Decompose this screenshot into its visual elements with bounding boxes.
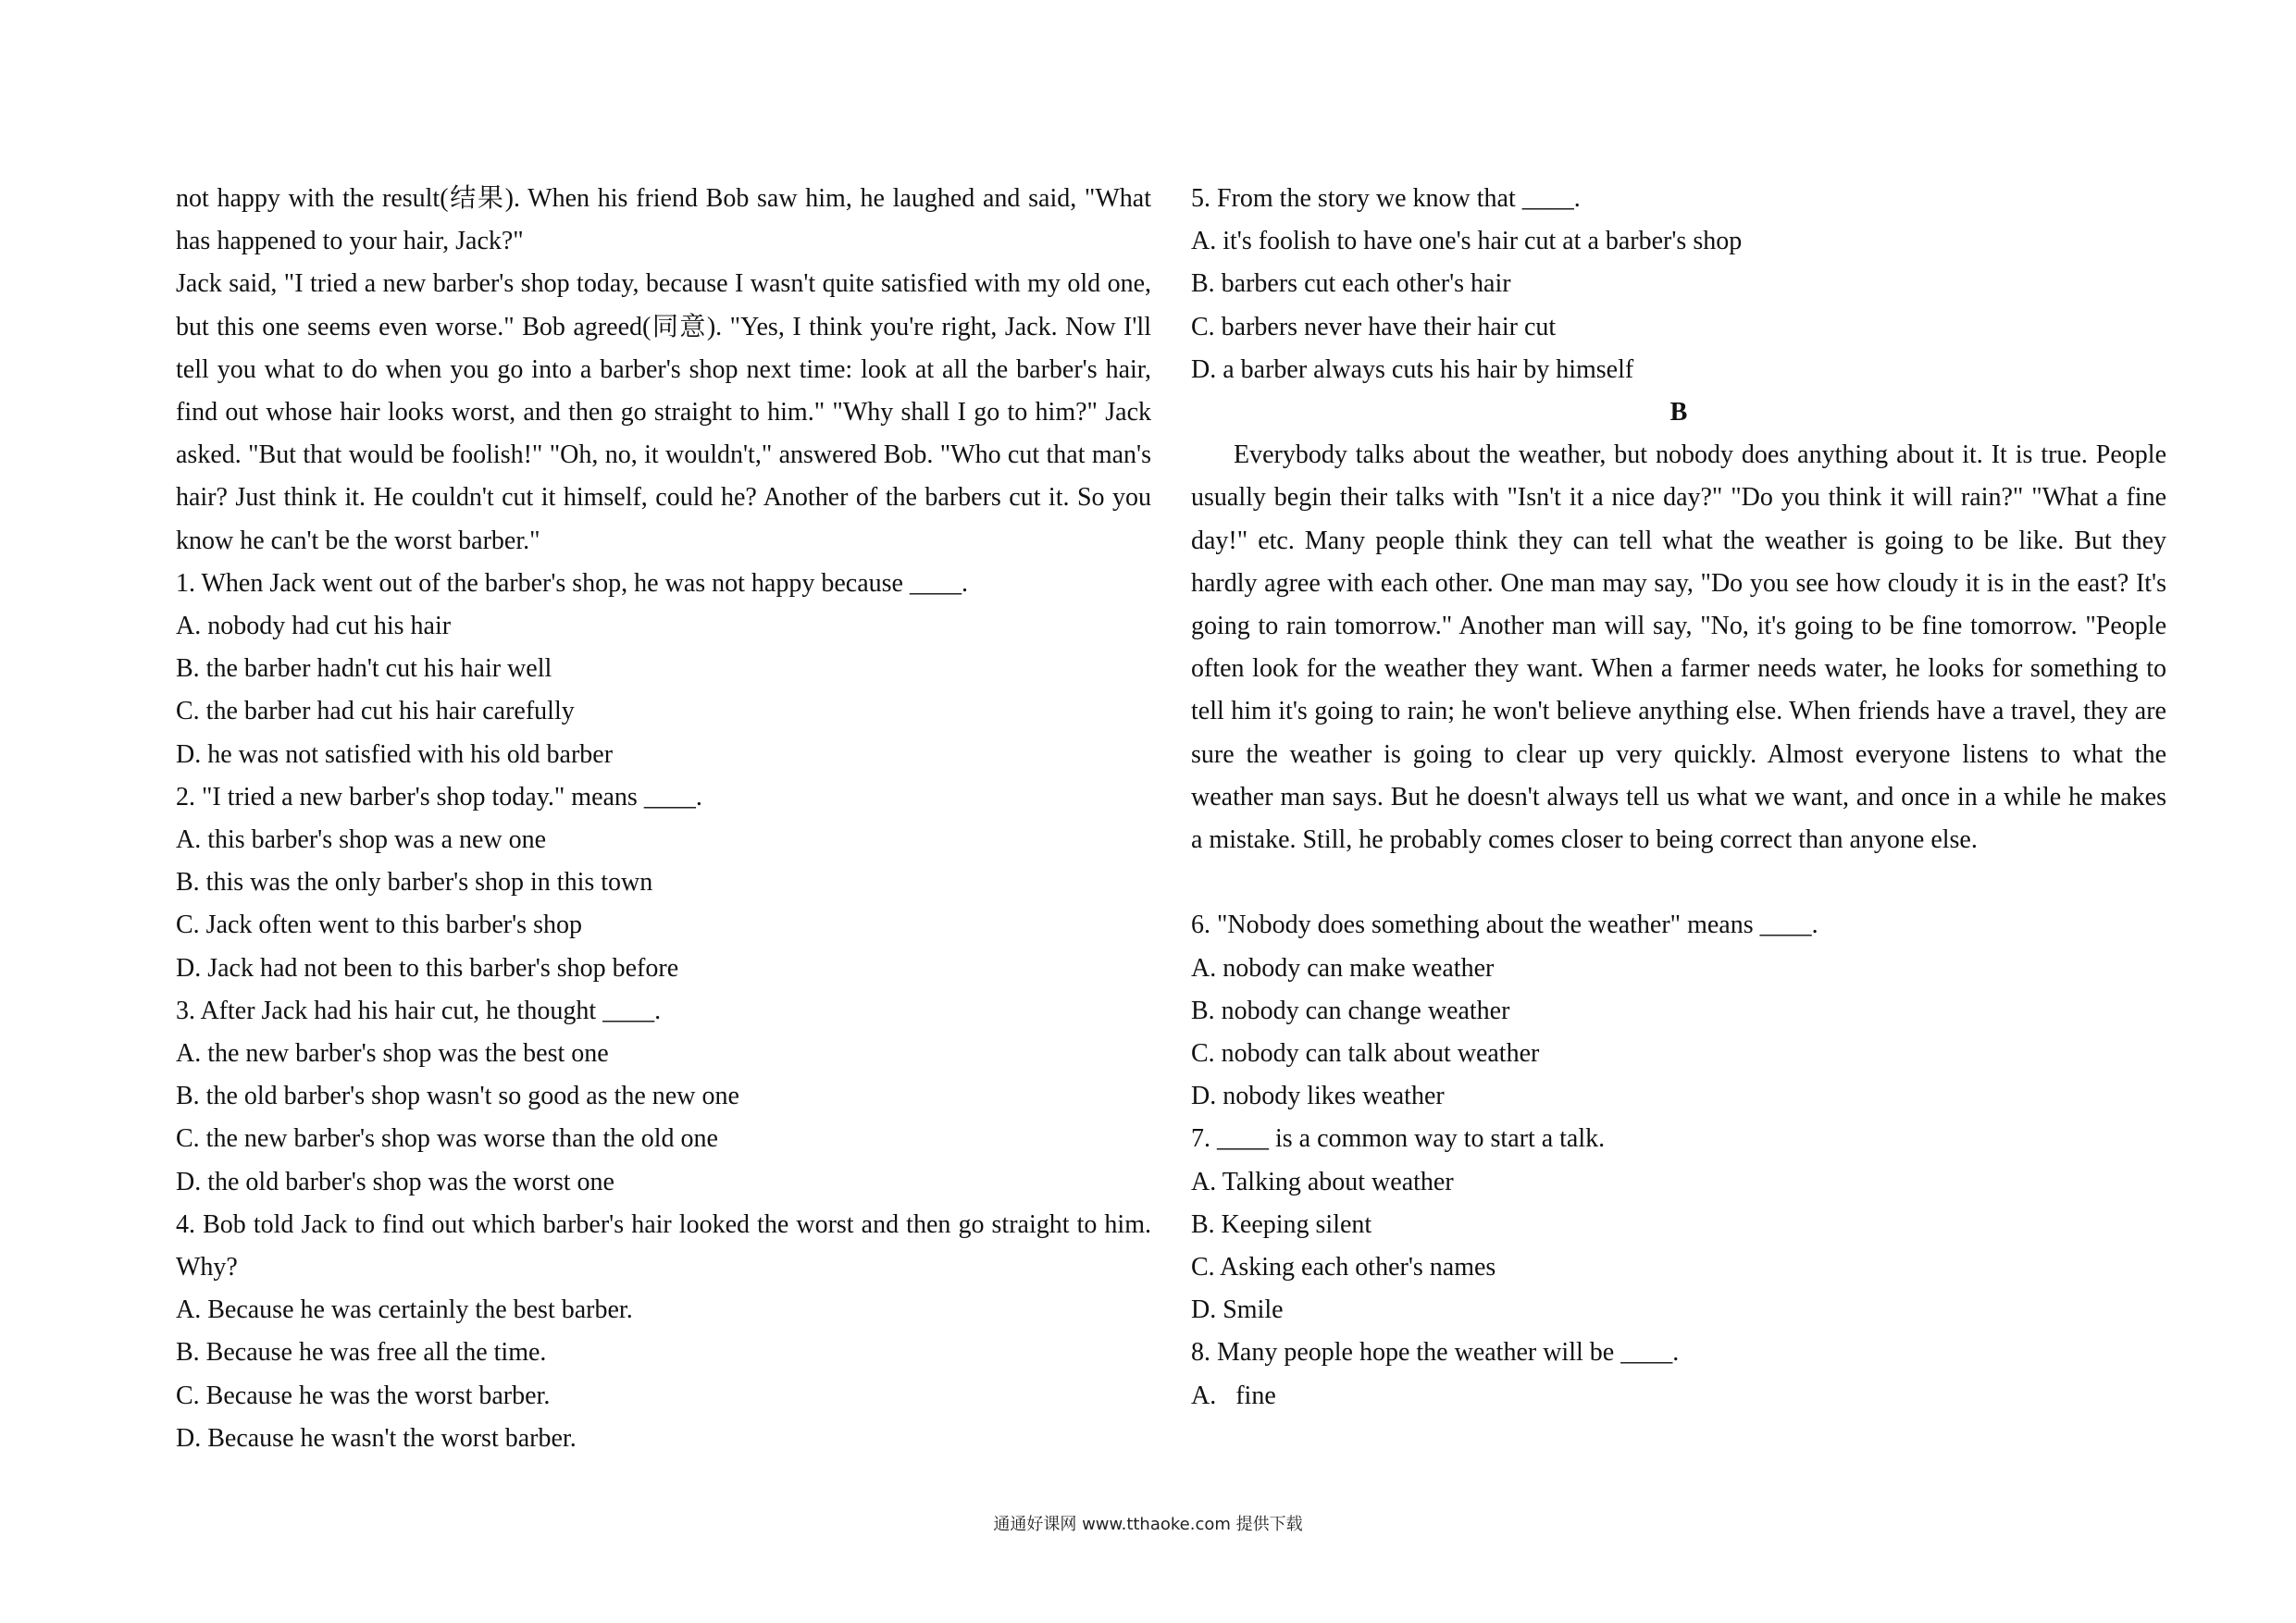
question-7: [1191, 1118, 2166, 1332]
question-3-stem: 3. After Jack had his hair cut, he thought ____.: [176, 996, 662, 1025]
question-1-option-a: A. nobody had cut his hair: [176, 612, 452, 641]
question-5-option-d: D. a barber always cuts his hair by himself: [1191, 354, 1634, 384]
question-1-option-b: B. the barber hadn't cut his hair well: [176, 654, 552, 684]
question-8-option-a: A. fine: [1191, 1381, 1276, 1410]
question-2-stem: 2. "I tried a new barber's shop today." means ____.: [176, 782, 702, 812]
passage-a-line-1: not happy with the result(结果). When his friend Bob saw him, he laughed and said, "What has happened to your hair, Jack?": [176, 184, 1151, 256]
question-1: [176, 563, 1151, 776]
question-8: [1191, 1332, 2166, 1417]
question-3-option-d: D. the old barber's shop was the worst one: [176, 1167, 614, 1196]
right-column: [1191, 178, 2166, 1418]
question-4-option-d: D. Because he wasn't the worst barber.: [176, 1423, 577, 1453]
question-7-option-c: C. Asking each other's names: [1191, 1253, 1496, 1282]
question-2-option-b: B. this was the only barber's shop in this town: [176, 868, 653, 898]
question-2-option-d: D. Jack had not been to this barber's shop before: [176, 953, 679, 983]
page-footer: 通通好课网 www.tthaoke.com 提供下载: [993, 1515, 1303, 1534]
question-6-stem: 6. "Nobody does something about the weather" means ____.: [1191, 911, 1818, 940]
question-6-option-a: A. nobody can make weather: [1191, 953, 1495, 983]
question-4: [176, 1204, 1151, 1460]
spacer: [1191, 861, 2166, 904]
question-1-option-c: C. the barber had cut his hair carefully: [176, 697, 575, 726]
question-3-option-c: C. the new barber's shop was worse than the old one: [176, 1124, 718, 1154]
question-7-option-d: D. Smile: [1191, 1295, 1284, 1325]
question-5-option-c: C. barbers never have their hair cut: [1191, 312, 1557, 341]
question-6-option-b: B. nobody can change weather: [1191, 996, 1510, 1025]
question-4-stem: 4. Bob told Jack to find out which barber's hair looked the worst and then go straight to him. Why?: [176, 1209, 1151, 1282]
question-1-stem: 1. When Jack went out of the barber's shop, he was not happy because ____.: [176, 568, 968, 598]
question-2-option-a: A. this barber's shop was a new one: [176, 825, 547, 855]
left-column: [176, 178, 1151, 1460]
question-3-option-b: B. the old barber's shop wasn't so good as the new one: [176, 1082, 739, 1111]
question-8-stem: 8. Many people hope the weather will be ____.: [1191, 1338, 1680, 1368]
question-7-option-a: A. Talking about weather: [1191, 1167, 1454, 1196]
question-3-option-a: A. the new barber's shop was the best one: [176, 1039, 609, 1069]
question-5-option-a: A. it's foolish to have one's hair cut at a barber's shop: [1191, 227, 1743, 256]
question-4-option-c: C. Because he was the worst barber.: [176, 1381, 551, 1410]
passage-a-line-2: Jack said, "I tried a new barber's shop today, because I wasn't quite satisfied with my old one, but this one seems even worse." Bob agreed(同意). "Yes, I think you're right, Jack. Now I'll tell you what to do when you go into a barber's shop next time: look at all the barber's hair, find out whose hair looks worst, and then go straight to him." "Why shall I go to him?" Jack asked. "But that would be foolish!" "Oh, no, it wouldn't," answered Bob. "Who cut that man's hair? Just think it. He couldn't cut it himself, could he? Another of the barbers cut it. So you know he can't be the worst barber.": [176, 269, 1151, 555]
question-5-stem: 5. From the story we know that ____.: [1191, 184, 1581, 213]
question-5: [1191, 178, 2166, 391]
passage-b: Everybody talks about the weather, but nobody does anything about it. It is true. People usually begin their talks with "Isn't it a nice day?" "Do you think it will rain?" "What a fine day!" etc. Many people think they can tell what the weather is going to be like. But they hardly agree with each other. One man may say, "Do you see how cloudy it is in the east? It's going to rain tomorrow." Another man will say, "No, it's going to be fine tomorrow. "People often look for the weather they want. When a farmer needs water, he looks for something to tell him it's going to rain; he won't believe anything else. When friends have a travel, they are sure the weather is going to clear up very quickly. Almost everyone listens to what the weather man says. But he doesn't always tell us what we want, and once in a while he makes a mistake. Still, he probably comes closer to being correct than anyone else.: [1191, 440, 2166, 855]
question-4-option-b: B. Because he was free all the time.: [176, 1338, 547, 1368]
question-7-stem: 7. ____ is a common way to start a talk.: [1191, 1124, 1606, 1154]
question-6: [1191, 904, 2166, 1118]
question-2: [176, 776, 1151, 990]
question-3: [176, 990, 1151, 1204]
question-4-option-a: A. Because he was certainly the best barber.: [176, 1295, 633, 1325]
section-b-heading: B: [1669, 398, 1688, 427]
question-1-option-d: D. he was not satisfied with his old barber: [176, 739, 614, 769]
question-6-option-c: C. nobody can talk about weather: [1191, 1039, 1540, 1069]
question-6-option-d: D. nobody likes weather: [1191, 1082, 1445, 1111]
question-2-option-c: C. Jack often went to this barber's shop: [176, 911, 582, 940]
question-7-option-b: B. Keeping silent: [1191, 1209, 1372, 1239]
question-5-option-b: B. barbers cut each other's hair: [1191, 269, 1511, 299]
